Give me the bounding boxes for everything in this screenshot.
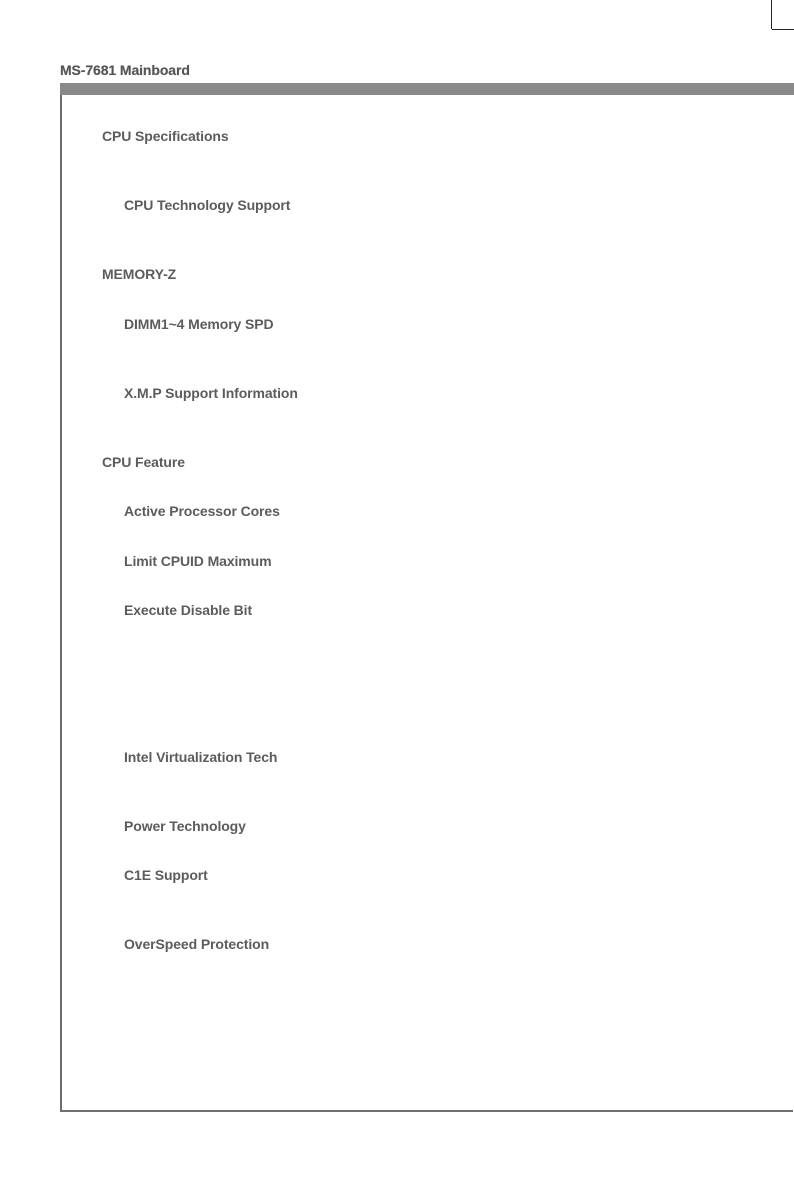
menu-item-c1e-support: C1E Support (124, 867, 208, 883)
page-header-title: MS-7681 Mainboard (60, 62, 190, 78)
menu-item-active-processor-cores: Active Processor Cores (124, 503, 280, 519)
menu-item-dimm-memory-spd: DIMM1~4 Memory SPD (124, 316, 274, 332)
menu-item-intel-virtualization-tech: Intel Virtualization Tech (124, 749, 278, 765)
menu-item-power-technology: Power Technology (124, 818, 246, 834)
menu-item-overspeed-protection: OverSpeed Protection (124, 936, 270, 952)
menu-item-execute-disable-bit: Execute Disable Bit (124, 602, 253, 618)
menu-item-xmp-support-information: X.M.P Support Information (124, 385, 298, 401)
menu-item-cpu-feature: CPU Feature (102, 454, 185, 470)
menu-item-limit-cpuid-maximum: Limit CPUID Maximum (124, 553, 272, 569)
menu-item-memory-z: MEMORY-Z (102, 266, 177, 282)
header-bar (60, 83, 794, 95)
menu-item-cpu-specifications: CPU Specifications (102, 128, 229, 144)
menu-item-cpu-technology-support: CPU Technology Support (124, 197, 291, 213)
crop-mark-vertical (771, 0, 772, 29)
crop-mark-horizontal (772, 29, 794, 30)
